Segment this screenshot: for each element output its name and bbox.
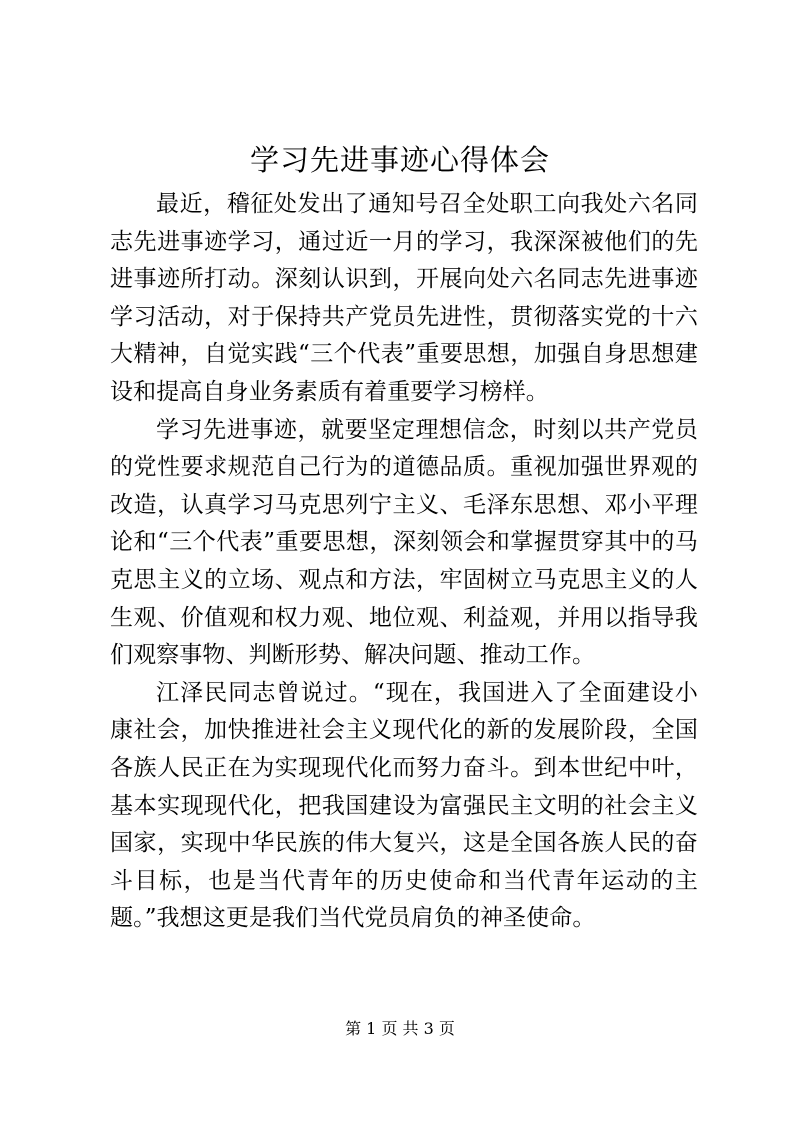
paragraph-1: 最近，稽征处发出了通知号召全处职工向我处六名同志先进事迹学习，通过近一月的学习，我深深被他们的先进事迹所打动。深刻认识到，开展向处六名同志先进事迹学习活动，对于保持共产党员先进性，贯彻落实党的十六大精神，自觉实践“三个代表”重要思想，加强自身思想建设和提高自身业务素质有着重要学习榜样。 (110, 191, 698, 405)
page-footer: 第 1 页 共 3 页 (345, 1019, 455, 1038)
paragraph-2: 学习先进事迹，就要坚定理想信念，时刻以共产党员的党性要求规范自己行为的道德品质。重视加强世界观的改造，认真学习马克思列宁主义、毛泽东思想、邓小平理论和“三个代表”重要思想，深刻领会和掌握贯穿其中的马克思主义的立场、观点和方法，牢固树立马克思主义的人生观、价值观和权力观、地位观、利益观，并用以指导我们观察事物、判断形势、解决问题、推动工作。 (110, 416, 698, 669)
document-body (110, 186, 698, 938)
paragraph-3: 江泽民同志曾说过。“现在，我国进入了全面建设小康社会，加快推进社会主义现代化的新的发展阶段，全国各族人民正在为实现现代化而努力奋斗。到本世纪中叶，基本实现现代化，把我国建设为富强民主文明的社会主义国家，实现中华民族的伟大复兴，这是全国各族人民的奋斗目标，也是当代青年的历史使命和当代青年运动的主题。”我想这更是我们当代党员肩负的神圣使命。 (110, 679, 698, 932)
document-title: 学习先进事迹心得体会 (249, 143, 550, 177)
